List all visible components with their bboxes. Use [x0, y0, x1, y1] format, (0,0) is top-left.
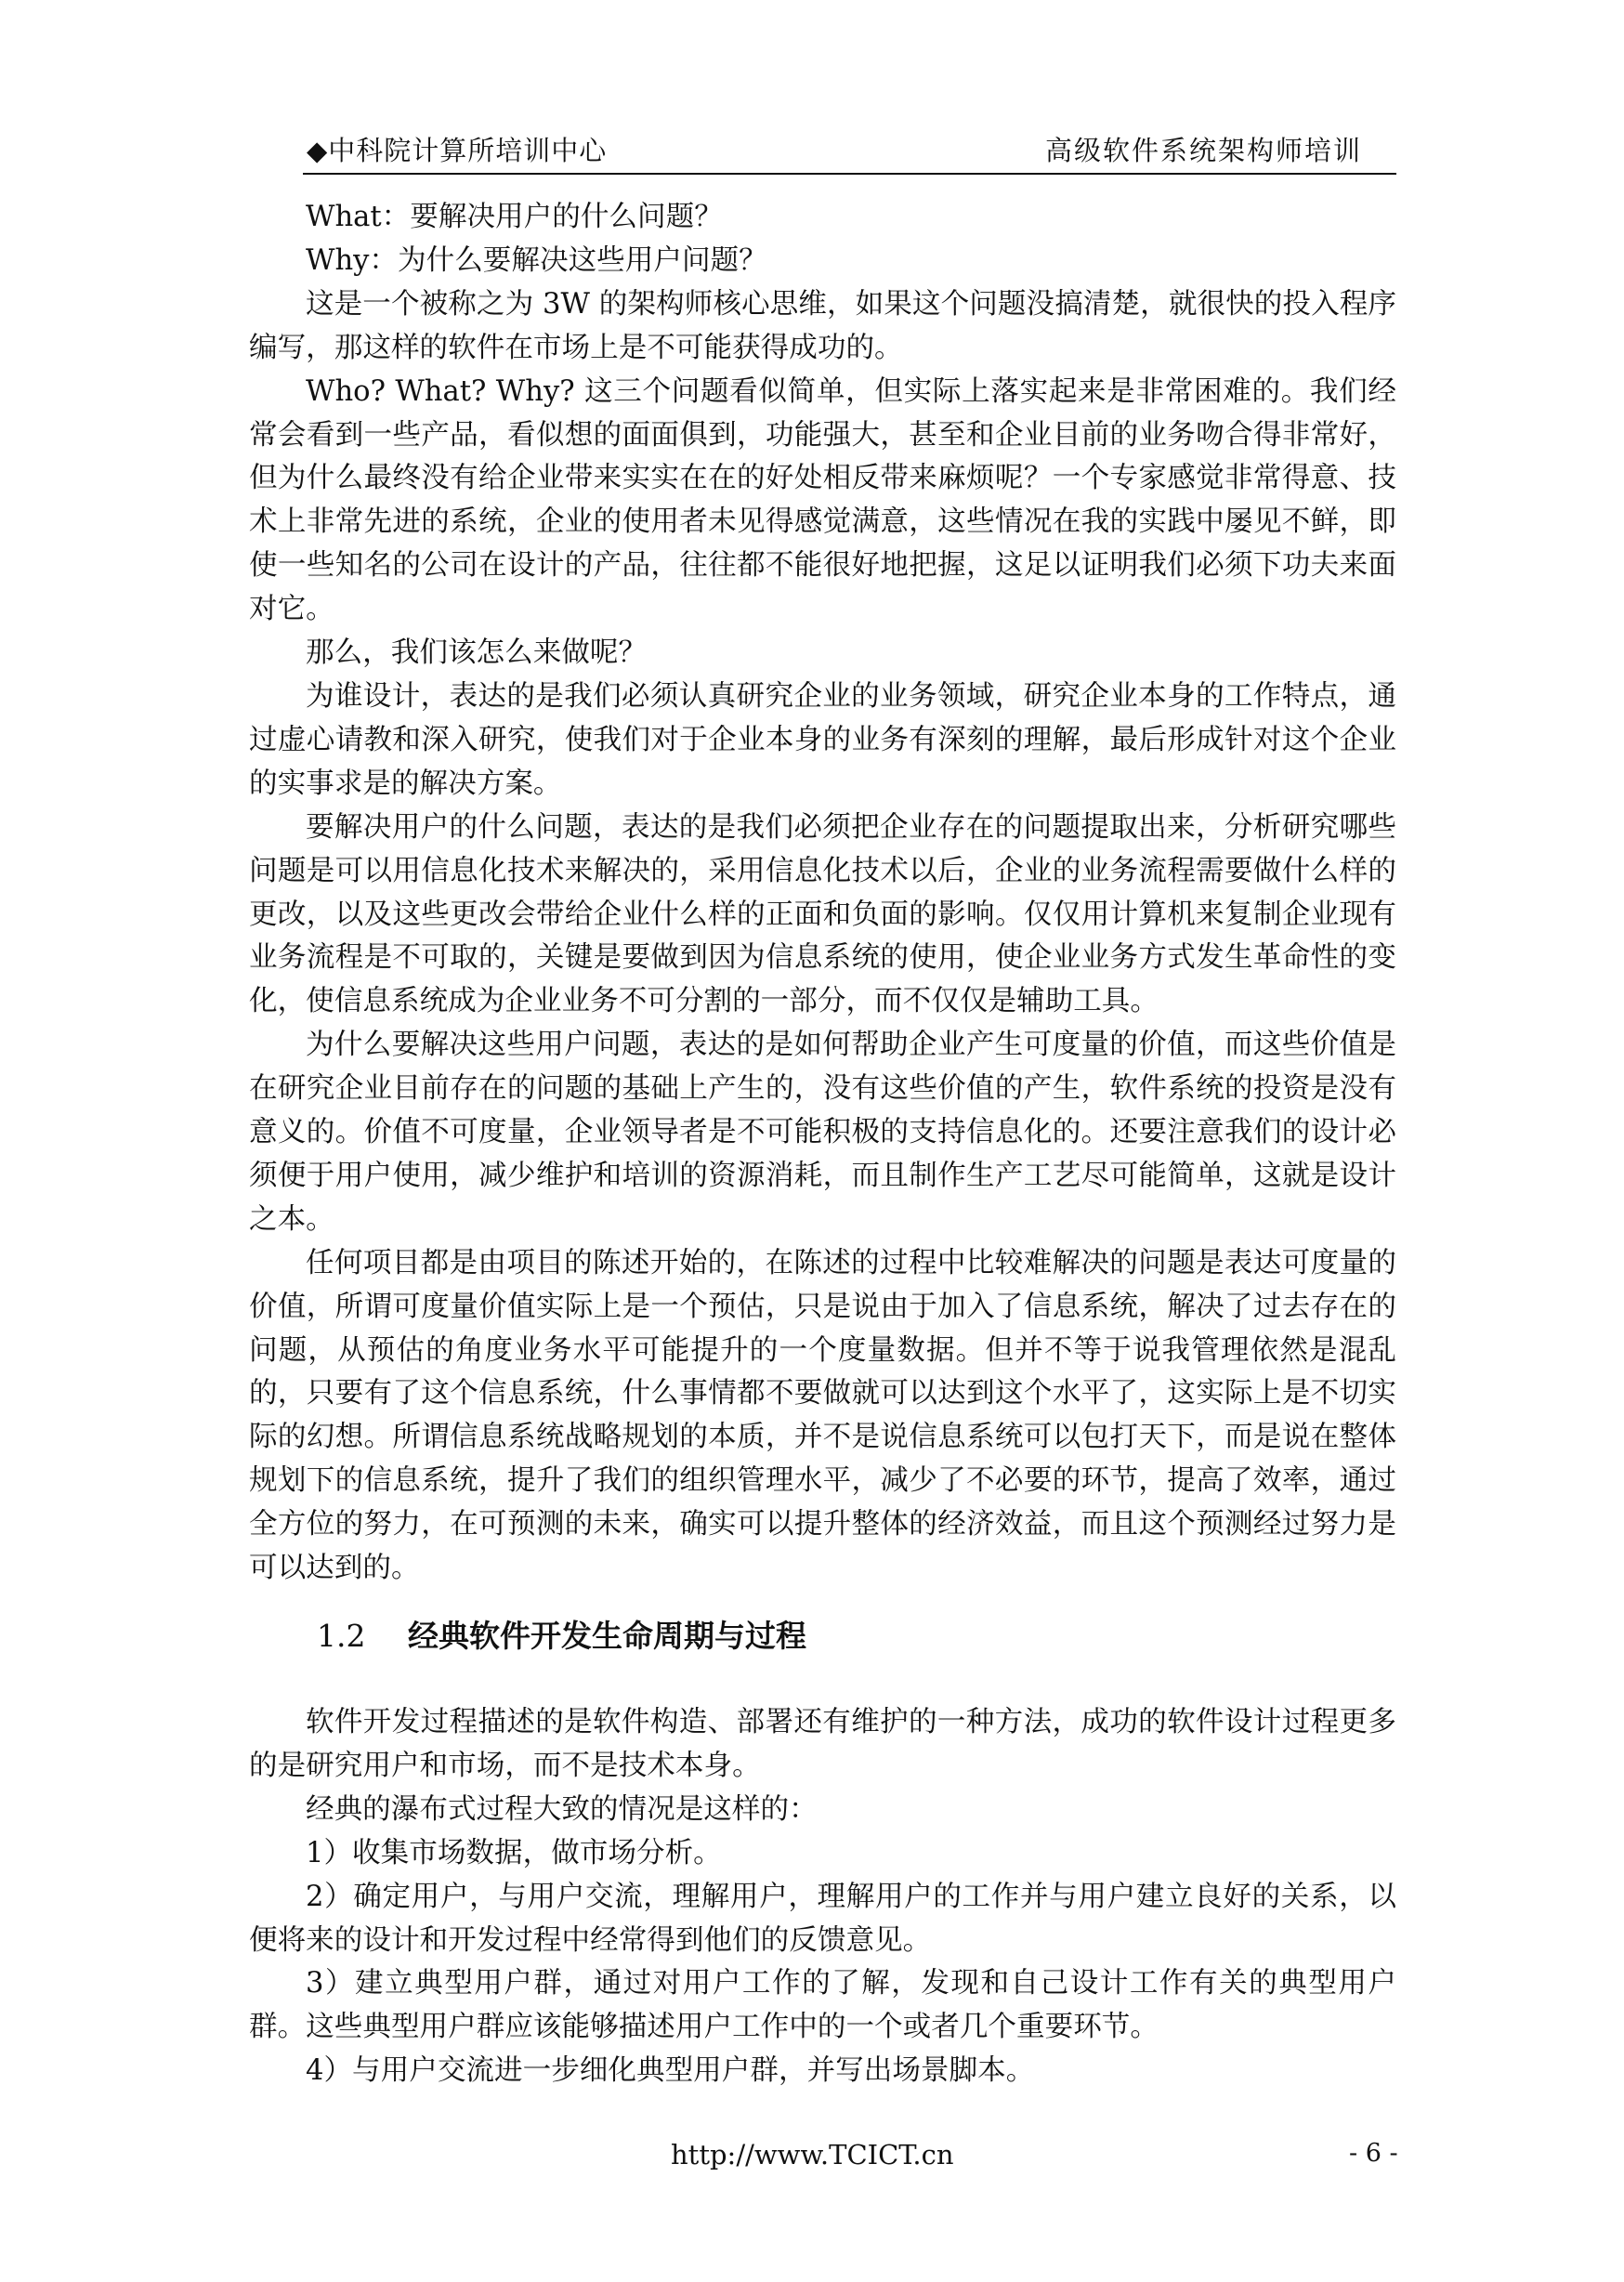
- section-heading: [317, 1612, 806, 1656]
- paragraph: 那么，我们该怎么来做呢？: [306, 636, 648, 670]
- body-section-1: [249, 196, 1396, 1591]
- page-number: - 6 -: [1349, 2139, 1398, 2168]
- header-org: ◆中科院计算所培训中心: [307, 135, 608, 166]
- paragraph: 为什么要解决这些用户问题，表达的是如何帮助企业产生可度量的价值，而这些价值是在研究企业目前存在的问题的基础上产生的，没有这些价值的产生，软件系统的投资是没有意义的。价值不可度量，企业领导者是不可能积极的支持信息化的。还要注意我们的设计必须便于用户使用，减少维护和培训的资源消耗，而且制作生产工艺尽可能简单，这就是设计之本。: [249, 1029, 1396, 1236]
- paragraph: 任何项目都是由项目的陈述开始的，在陈述的过程中比较难解决的问题是表达可度量的价值，所谓可度量价值实际上是一个预估，只是说由于加入了信息系统，解决了过去存在的问题，从预估的角度业务水平可能提升的一个度量数据。但并不等于说我管理依然是混乱的，只要有了这个信息系统，什么事情都不要做就可以达到这个水平了，这实际上是不切实际的幻想。所谓信息系统战略规划的本质，并不是说信息系统可以包打天下，而是说在整体规划下的信息系统，提升了我们的组织管理水平，减少了不必要的环节，提高了效率，通过全方位的努力，在可预测的未来，确实可以提升整体的经济效益，而且这个预测经过努力是可以达到的。: [249, 1246, 1396, 1585]
- paragraph: What：要解决用户的什么问题？: [306, 201, 723, 233]
- paragraph: Why：为什么要解决这些用户问题？: [306, 243, 767, 277]
- footer-url-link[interactable]: http://www.TCICT.cn: [671, 2139, 954, 2171]
- list-item: 4）与用户交流进一步细化典型用户群，并写出场景脚本。: [306, 2054, 1035, 2088]
- paragraph: Who? What? Why? 这三个问题看似简单，但实际上落实起来是非常困难的。我们经常会看到一些产品，看似想的面面俱到，功能强大，甚至和企业目前的业务吻合得非常好，但为什么最终没有给企业带来实实在在的好处相反带来麻烦呢？一个专家感觉非常得意、技术上非常先进的系统，企业的使用者未见得感觉满意，这些情况在我的实践中屡见不鲜，即使一些知名的公司在设计的产品，往往都不能很好地把握，这足以证明我们必须下功夫来面对它。: [249, 374, 1396, 626]
- header-divider: [303, 173, 1396, 175]
- paragraph: 这是一个被称之为 3W 的架构师核心思维，如果这个问题没搞清楚，就很快的投入程序编写，那这样的软件在市场上是不可能获得成功的。: [249, 287, 1396, 364]
- header-course: 高级软件系统架构师培训: [1044, 135, 1362, 166]
- list-item: 3）建立典型用户群，通过对用户工作的了解，发现和自己设计工作有关的典型用户群。这些典型用户群应该能够描述用户工作中的一个或者几个重要环节。: [249, 1967, 1396, 2044]
- page-header: [307, 130, 1394, 175]
- section-title-text: 经典软件开发生命周期与过程: [407, 1618, 806, 1654]
- list-item: 1）收集市场数据，做市场分析。: [306, 1836, 722, 1869]
- section-number: 1.2: [317, 1618, 366, 1654]
- paragraph: 软件开发过程描述的是软件构造、部署还有维护的一种方法，成功的软件设计过程更多的是研究用户和市场，而不是技术本身。: [249, 1706, 1396, 1782]
- paragraph: 经典的瀑布式过程大致的情况是这样的：: [306, 1792, 818, 1826]
- list-item: 2）确定用户，与用户交流，理解用户，理解用户的工作并与用户建立良好的关系，以便将来的设计和开发过程中经常得到他们的反馈意见。: [249, 1880, 1396, 1957]
- paragraph: 要解决用户的什么问题，表达的是我们必须把企业存在的问题提取出来，分析研究哪些问题是可以用信息化技术来解决的，采用信息化技术以后，企业的业务流程需要做什么样的更改，以及这些更改会带给企业什么样的正面和负面的影响。仅仅用计算机来复制企业现有业务流程是不可取的，关键是要做到因为信息系统的使用，使企业业务方式发生革命性的变化，使信息系统成为企业业务不可分割的一部分，而不仅仅是辅助工具。: [249, 810, 1396, 1018]
- paragraph: 为谁设计，表达的是我们必须认真研究企业的业务领域，研究企业本身的工作特点，通过虚心请教和深入研究，使我们对于企业本身的业务有深刻的理解，最后形成针对这个企业的实事求是的解决方案。: [249, 679, 1396, 800]
- body-section-2: [249, 1701, 1396, 2093]
